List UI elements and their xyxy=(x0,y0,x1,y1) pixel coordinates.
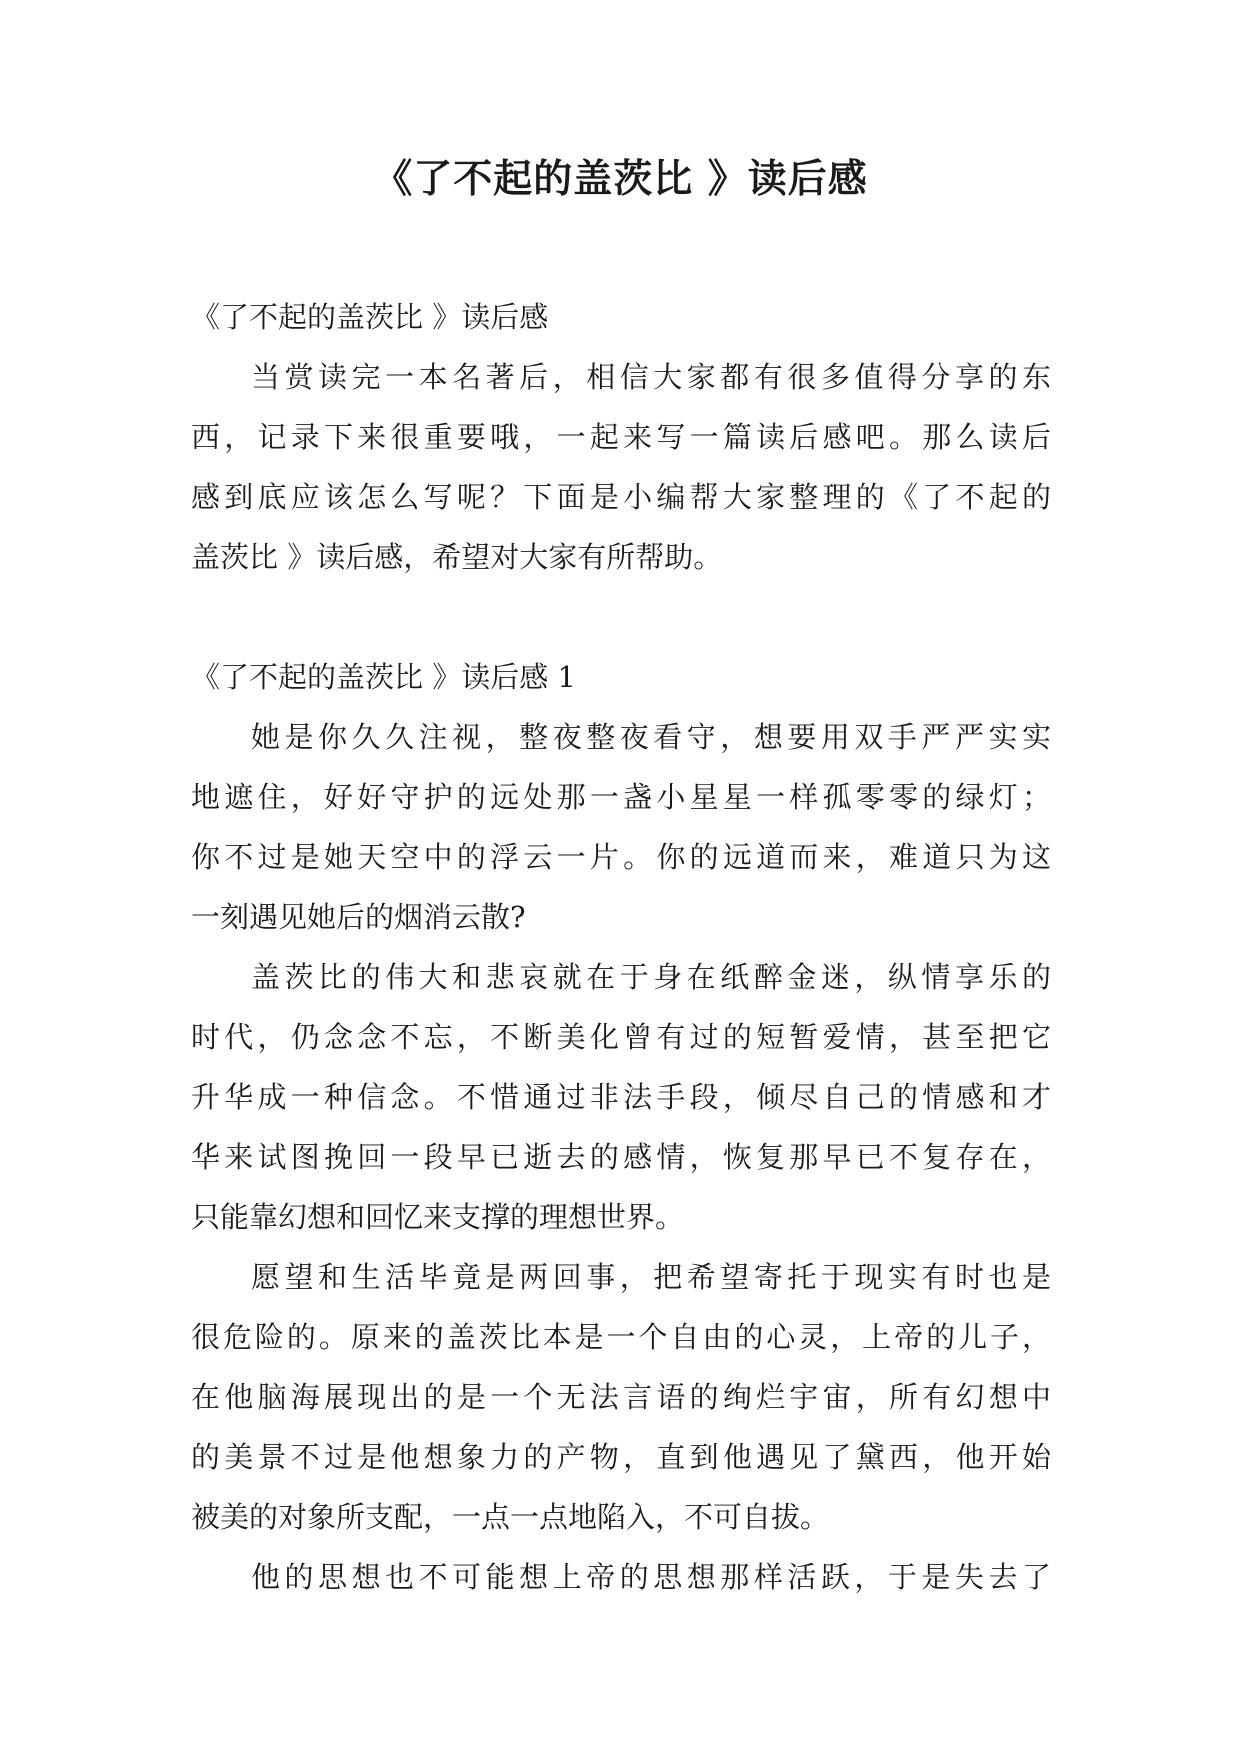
intro-paragraph xyxy=(191,347,1051,587)
text-line: 愿望和生活毕竟是两回事，把希望寄托于现实有时也是 xyxy=(251,1260,1051,1294)
text-line: 只能靠幻想和回忆来支撑的理想世界。 xyxy=(191,1200,685,1234)
text-line: 他的思想也不可能想上帝的思想那样活跃，于是失去了 xyxy=(251,1560,1051,1594)
text-line: 地遮住，好好守护的远处那一盏小星星一样孤零零的绿灯； xyxy=(191,780,1051,814)
text-line: 盖茨比 》读后感，希望对大家有所帮助。 xyxy=(191,540,723,574)
text-line: 她是你久久注视，整夜整夜看守，想要用双手严严实实 xyxy=(251,720,1051,754)
paragraph xyxy=(191,707,1051,947)
text-line: 被美的对象所支配，一点一点地陷入，不可自拔。 xyxy=(191,1500,830,1534)
paragraph xyxy=(191,947,1051,1247)
text-line: 华来试图挽回一段早已逝去的感情，恢复那早已不复存在， xyxy=(191,1140,1051,1174)
text-line: 很危险的。原来的盖茨比本是一个自由的心灵，上帝的儿子， xyxy=(191,1320,1051,1354)
document-body xyxy=(191,287,1051,1607)
text-line: 时代，仍念念不忘，不断美化曾有过的短暂爱情，甚至把它 xyxy=(191,1020,1051,1054)
text-line: 当赏读完一本名著后，相信大家都有很多值得分享的东 xyxy=(251,360,1051,394)
text-line: 你不过是她天空中的浮云一片。你的远道而来，难道只为这 xyxy=(191,840,1051,874)
text-line: 的美景不过是他想象力的产物，直到他遇见了黛西，他开始 xyxy=(191,1440,1051,1474)
text-line: 一刻遇见她后的烟消云散? xyxy=(191,900,526,934)
text-line: 感到底应该怎么写呢？下面是小编帮大家整理的《了不起的 xyxy=(191,480,1051,514)
blank-line xyxy=(191,587,1051,647)
text-line: 西，记录下来很重要哦，一起来写一篇读后感吧。那么读后 xyxy=(191,420,1051,454)
text-line: 盖茨比的伟大和悲哀就在于身在纸醉金迷，纵情享乐的 xyxy=(251,960,1051,994)
document-title: 《了不起的盖茨比 》读后感 xyxy=(373,157,868,202)
section-heading: 《了不起的盖茨比 》读后感 1 xyxy=(191,660,576,694)
paragraph xyxy=(191,1547,1051,1607)
intro-heading: 《了不起的盖茨比 》读后感 xyxy=(191,300,549,334)
text-line: 在他脑海展现出的是一个无法言语的绚烂宇宙，所有幻想中 xyxy=(191,1380,1051,1414)
text-line: 升华成一种信念。不惜通过非法手段，倾尽自己的情感和才 xyxy=(191,1080,1051,1114)
paragraph xyxy=(191,1247,1051,1547)
